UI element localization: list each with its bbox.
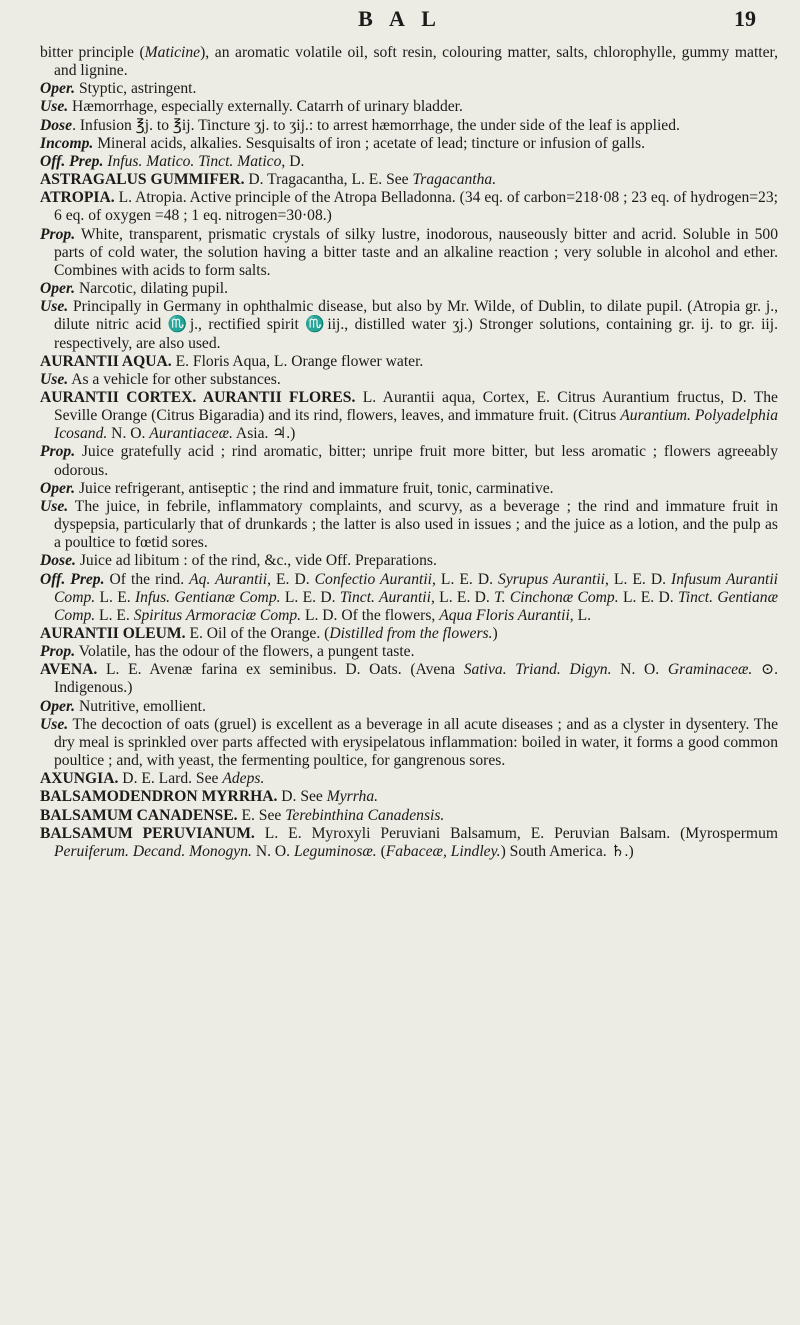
entry-paragraph: BALSAMUM PERUVIANUM. L. E. Myroxyli Peruviani Balsamum, E. Peruvian Balsam. (Myrospermum Peruiferum. Decand. Monogyn. N. O. Leguminosæ. (Fabaceæ, Lindley.) South America. ♄.) — [40, 824, 778, 860]
entry-paragraph: Incomp. Mineral acids, alkalies. Sesquisalts of iron ; acetate of lead; tincture or infusion of galls. — [40, 134, 645, 152]
entry-paragraph: AURANTII AQUA. E. Floris Aqua, L. Orange flower water. — [40, 352, 424, 370]
entry-paragraph: Use. Hæmorrhage, especially externally. Catarrh of urinary bladder. — [40, 98, 463, 116]
entry-paragraph: Prop. Juice gratefully acid ; rind aromatic, bitter; unripe fruit more bitter, but less aromatic ; flowers agreeably odorous. — [40, 443, 778, 479]
entry-paragraph: AVENA. L. E. Avenæ farina ex seminibus. D. Oats. (Avena Sativa. Triand. Digyn. N. O. Graminaceæ. ⊙. Indigenous.) — [40, 661, 778, 697]
entry-paragraph: AURANTII OLEUM. E. Oil of the Orange. (Distilled from the flowers.) — [40, 625, 498, 642]
entry-paragraph: Oper. Styptic, astringent. — [40, 80, 197, 98]
entry-paragraph: Use. The juice, in febrile, inflammatory complaints, and scurvy, as a beverage ; the rind and immature fruit in dyspepsia, particularly that of drunkards ; the latter is also used in issues ; and the juice as a lotion, and the pulp as a poultice to fœtid sores. — [40, 497, 778, 552]
entry-paragraph: Use. As a vehicle for other substances. — [40, 370, 281, 388]
entry-paragraph: Oper. Nutritive, emollient. — [40, 697, 206, 715]
entry-paragraph: Off. Prep. Of the rind. Aq. Aurantii, E. D. Confectio Aurantii, L. E. D. Syrupus Aurantii, L. E. D. Infusum Aurantii Comp. L. E. Infus. Gentianæ Comp. L. E. D. Tinct. Aurantii, L. E. D. T. Cinchonæ Comp. L. E. D. Tinct. Gentianæ Comp. L. E. Spiritus Armoraciæ Comp. L. D. Of the flowers, Aqua Floris Aurantii, L. — [40, 570, 778, 624]
entry-paragraph: BALSAMODENDRON MYRRHA. D. See Myrrha. — [40, 788, 379, 806]
entry-paragraph: Off. Prep. Infus. Matico. Tinct. Matico, D. — [40, 152, 305, 170]
entry-paragraph: Prop. White, transparent, prismatic crystals of silky lustre, inodorous, nauseously bitter and acrid. Soluble in 500 parts of cold water, the solution having a bitter taste and an alkaline reaction ; very soluble in alcohol and ether. Combines with acids to form salts. — [40, 225, 778, 279]
entry-paragraph: BALSAMUM CANADENSE. E. See Terebinthina Canadensis. — [40, 806, 445, 824]
entry-paragraph: Dose. Infusion ℥j. to ℥ij. Tincture ʒj. to ʒij.: to arrest hæmorrhage, the under side of the leaf is applied. — [40, 116, 680, 134]
page-number: 19 — [734, 6, 756, 31]
entry-paragraph: Use. Principally in Germany in ophthalmic disease, but also by Mr. Wilde, of Dublin, to dilate pupil. (Atropia gr. j., dilute nitric acid ♏j., rectified spirit ♏iij., distilled water ʒj.) Stronger solutions, containing gr. ij. to gr. iij. respectively, are also used. — [40, 298, 778, 352]
running-head: B A L — [358, 6, 442, 31]
entry-paragraph: Oper. Narcotic, dilating pupil. — [40, 280, 228, 298]
entry-paragraph: Use. The decoction of oats (gruel) is excellent as a beverage in all acute diseases ; and as a clyster in dysentery. The dry meal is sprinkled over parts affected with erysipelatous inflammation: boiled in water, it forms a good common poultice ; and, with yeast, the fermenting poultice, for gangrenous sores. — [40, 715, 778, 770]
entry-paragraph: Prop. Volatile, has the odour of the flowers, a pungent taste. — [40, 643, 415, 661]
entry-paragraph: ATROPIA. L. Atropia. Active principle of the Atropa Belladonna. (34 eq. of carbon=218·08 ; 23 eq. of hydrogen=23; 6 eq. of oxygen =48 ; 1 eq. nitrogen=30·08.) — [40, 189, 778, 225]
entry-paragraph: ASTRAGALUS GUMMIFER. D. Tragacantha, L. E. See Tragacantha. — [40, 171, 497, 189]
entry-paragraph: AXUNGIA. D. E. Lard. See Adeps. — [40, 770, 265, 788]
entry-paragraph: Oper. Juice refrigerant, antiseptic ; the rind and immature fruit, tonic, carminative. — [40, 479, 554, 497]
page-header — [0, 6, 800, 40]
dictionary-entries — [40, 44, 778, 861]
entry-paragraph: Dose. Juice ad libitum : of the rind, &c., vide Off. Preparations. — [40, 552, 437, 570]
entry-paragraph: AURANTII CORTEX. AURANTII FLORES. L. Aurantii aqua, Cortex, E. Citrus Aurantium fructus, D. The Seville Orange (Citrus Bigaradia) and its rind, flowers, leaves, and immature fruit. (Citrus Aurantium. Polyadelphia Icosand. N. O. Aurantiaceæ. Asia. ♃.) — [40, 388, 778, 443]
entry-paragraph: bitter principle (Maticine), an aromatic volatile oil, soft resin, colouring matter, salts, chlorophylle, gummy matter, and lignine. — [40, 44, 778, 80]
